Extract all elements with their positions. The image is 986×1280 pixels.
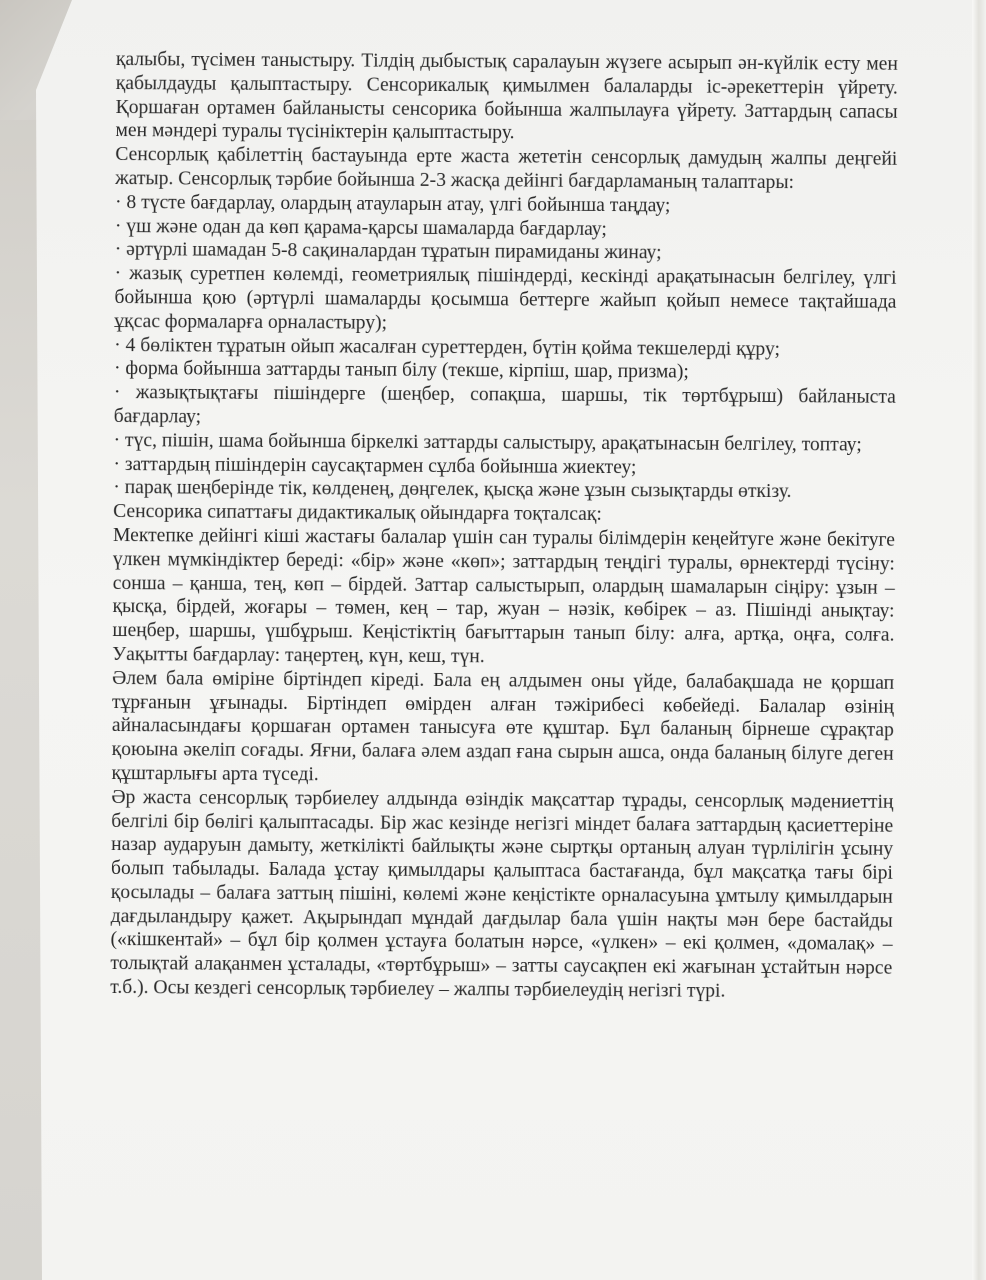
paragraph: Әр жаста сенсорлық тәрбиелеу алдында өзіндік мақсаттар тұрады, сенсорлық мәдениеттің белгілі бір бөлігі қалыптасады. Бір жас кезінде негізгі міндет балаға заттардың қасиеттеріне назар аударуын дамыту, жеткілікті байлықты және сыртқы ортаның алуан түрлілігін ұсыну болып табылады. Балада ұстау қимылдары қалыптаса бастағанда, бұл мақсатқа тағы бірі қосылады – балаға заттың пішіні, көлемі және кеңістікте орналасуына ұмтылу қимылдарын дағдыландыру қажет. Ақырындап мұндай дағдылар бала үшін нақты мән бере бастайды («кішкентай» – бұл бір қолмен ұстауға болатын нәрсе, «үлкен» – екі қолмен, «домалақ» – толықтай алақанмен ұсталады, «төртбұрыш» – затты саусақпен екі жағынан ұстайтын нәрсе т.б.). Осы кездегі сенсорлық тәрбиелеу – жалпы тәрбиелеудің негізгі түрі. [110,786,894,1002]
list-item: · түс, пішін, шама бойынша біркелкі заттарды салыстыру, арақатынасын белгілеу, топтау; [113,429,862,456]
paragraph: қалыбы, түсімен таныстыру. Тілдің дыбыстық саралауын жүзеге асырып ән-күйлік есту мен қабылдауды қалыптастыру. Сенсорикалық қимылмен балаларды іс-әрекеттерін үйрету. Қоршаған ортамен байланысты сенсорика бойынша жалпылауға үйрету. Заттардың сапасы мен мәндері туралы түсініктерін қалыптастыру. [115,48,898,144]
list-item: · үш және одан да көп қарама-қарсы шамаларда бағдарлау; [114,215,607,240]
list-item: · әртүрлі шамадан 5-8 сақиналардан тұратын пирамиданы жинау; [114,239,662,264]
list-item: · 8 түсте бағдарлау, олардың атауларын атау, үлгі бойынша таңдау; [114,191,671,217]
paragraph: Сенсорика сипаттағы дидактикалық ойындарға тоқталсақ: [113,501,602,526]
list-item: · 4 бөліктен тұратын ойып жасалған суреттерден, бүтін қойма текшелерді құру; [114,334,781,360]
list-item: · жазықтықтағы пішіндерге (шеңбер, сопақша, шаршы, тік төртбұрыш) байланыста бағдарлау; [113,382,896,428]
list-item: · заттардың пішіндерін саусақтармен сұлба бойынша жиектеу; [113,453,637,478]
requirements-list [113,191,897,505]
paragraph: Әлем бала өміріне біртіндеп кіреді. Бала ең алдымен оны үйде, балабақшада не қоршап тұрғанын ұғынады. Біртіндеп өмірден алған тәжірибесі көбейеді. Балалар өзінің айналасындағы қоршаған ортамен танысуға өте құштар. Бұл баланың бірнеше сұрақтар қоюына әкеліп соғады. Яғни, балаға әлем аздап ғана сырын ашса, онда баланың білуге деген құштарлығы арта түседі. [111,667,895,786]
paragraph: Мектепке дейінгі кіші жастағы балалар үшін сан туралы білімдерін кеңейтуге және бекітуге үлкен мүмкіндіктер береді: «бір» және «көп»; заттардың теңдігі туралы, өрнектерді түсіну: сонша – қанша, тең, көп – бірдей. Заттар салыстырып, олардың шамаларын сіңіру: ұзын – қысқа, бірдей, жоғары – төмен, кең – тар, жуан – нәзік, көбірек – аз. Пішінді анықтау: шеңбер, шаршы, үшбұрыш. Кеңістіктің бағыттарын танып білу: алға, артқа, оңға, солға. Уақытты бағдарлау: таңертең, күн, кеш, түн. [112,524,896,668]
list-item: · парақ шеңберінде тік, көлденең, дөңгелек, қысқа және ұзын сызықтарды өткізу. [113,477,792,503]
document-body [110,48,898,1005]
list-item: · форма бойынша заттарды танып білу (текше, кірпіш, шар, призма); [113,358,689,383]
paragraph: Сенсорлық қабілеттің бастауында ерте жаста жететін сенсорлық дамудың жалпы деңгейі жатыр. Сенсорлық тәрбие бойынша 2-3 жасқа дейінгі бағдарламаның талаптары: [115,144,898,194]
list-item: · жазық суретпен көлемді, геометриялық пішіндерді, кескінді арақатынасын белгілеу, үлгі бойынша қою (әртүрлі шамаларды қосымша беттерге жайып қойып немесе тақтайшада ұқсас формаларға орналастыру); [114,263,897,334]
